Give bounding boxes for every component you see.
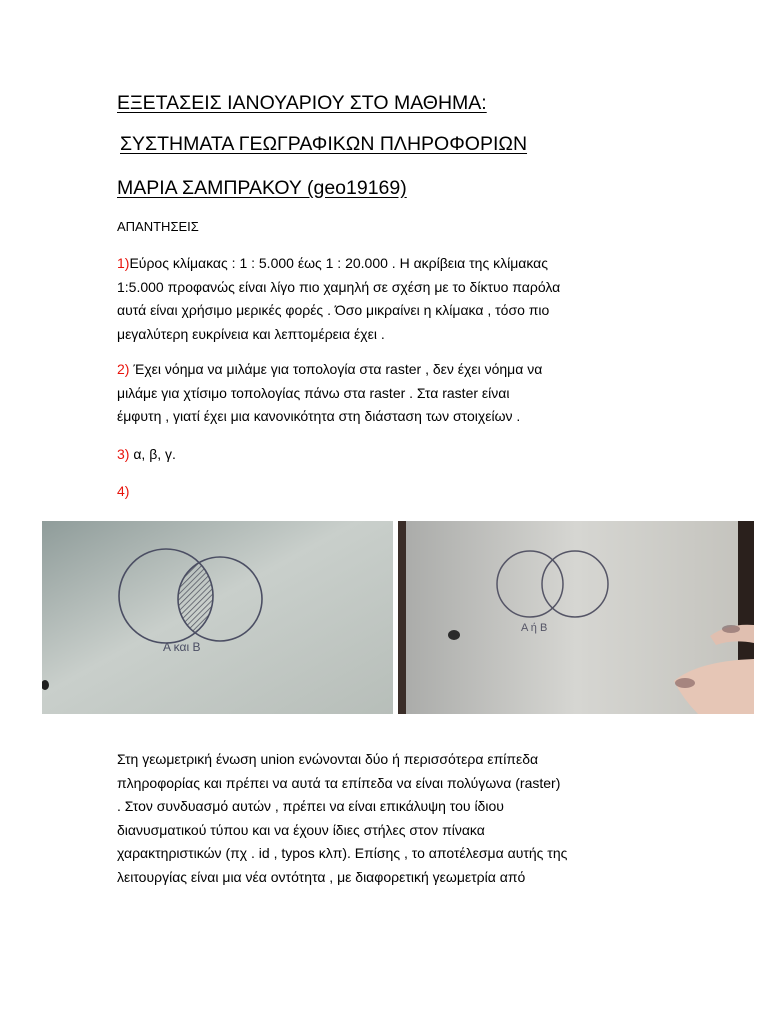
answer-number: 2)	[117, 361, 130, 377]
student-name: ΜΑΡΙΑ ΣΑΜΠΡΑΚΟΥ (geo19169)	[117, 177, 407, 199]
union-paragraph	[117, 748, 567, 889]
paragraph-line: χαρακτηριστικών (πχ . id , typos κλπ). Επίσης , το αποτέλεσμα αυτής της	[117, 845, 568, 861]
answer-3	[117, 443, 176, 467]
answer-2	[117, 358, 542, 429]
answer-4	[117, 480, 129, 504]
answer-number: 4)	[117, 483, 130, 499]
paragraph-line: . Στον συνδυασμό αυτών , πρέπει να είναι επικάλυψη του ίδιου	[117, 798, 504, 814]
answer-text: Εύρος κλίμακας : 1 : 5.000 έως 1 : 20.000 . Η ακρίβεια της κλίμακας	[129, 255, 549, 271]
answer-line: μεγαλύτερη ευκρίνεια και λεπτομέρεια έχει .	[117, 325, 385, 342]
answer-line	[117, 358, 542, 382]
paragraph-line: πληροφορίας και πρέπει να αυτά τα επίπεδα να είναι πολύγωνα (raster)	[117, 774, 561, 791]
answer-1	[117, 252, 560, 346]
answers-heading: ΑΠΑΝΤΗΣΕΙΣ	[117, 219, 199, 234]
paragraph-line: διανυσματικού τύπου και να έχουν ίδιες στήλες στον πίνακα	[117, 821, 485, 838]
answer-line: έμφυτη , γιατί έχει μια κανονικότητα στη διάσταση των στοιχείων .	[117, 408, 521, 424]
photo-union	[398, 521, 754, 714]
answer-text: α, β, γ.	[129, 446, 176, 462]
answer-line	[117, 252, 560, 276]
paragraph-line: λειτουργίας είναι μια νέα οντότητα , με διαφορετική γεωμετρία από	[117, 868, 526, 885]
diagram-label: A και B	[163, 640, 201, 654]
course-title: ΣΥΣΤΗΜΑΤΑ ΓΕΩΓΡΑΦΙΚΩΝ ΠΛΗΡΟΦΟΡΙΩΝ	[120, 133, 528, 155]
answer-line: 1:5.000 προφανώς είναι λίγο πιο χαμηλή σε σχέση με το δίκτυο παρόλα	[117, 278, 561, 295]
answer-number: 1)	[117, 255, 130, 271]
answer-number: 3)	[117, 446, 130, 462]
answer-line: αυτά είναι χρήσιμο μερικές φορές . Όσο μικραίνει η κλίμακα , τόσο πιο	[117, 302, 550, 318]
diagram-label: A ή B	[521, 622, 548, 634]
photo-intersection	[42, 521, 393, 714]
answer-text: Έχει νόημα να μιλάμε για τοπολογία στα raster , δεν έχει νόημα να	[129, 361, 543, 377]
answer-line: μιλάμε για χτίσιμο τοπολογίας πάνω στα raster . Στα raster είναι	[117, 384, 510, 401]
paragraph-line: Στη γεωμετρική ένωση union ενώνονται δύο ή περισσότερα επίπεδα	[117, 751, 539, 767]
exam-title: ΕΞΕΤΑΣΕΙΣ ΙΑΝΟΥΑΡΙΟΥ ΣΤΟ ΜΑΘΗΜΑ:	[117, 92, 487, 114]
